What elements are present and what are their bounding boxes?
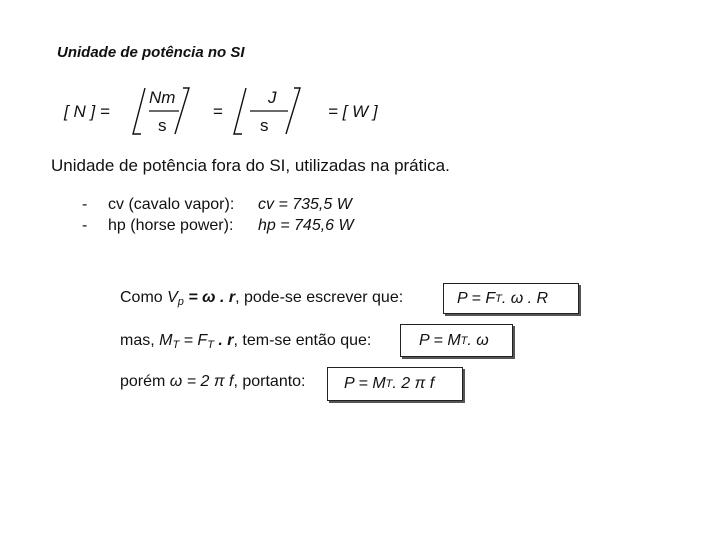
box-expr: . ω (467, 331, 489, 349)
formula-eq1: = (213, 102, 223, 121)
derivation-line-1 (120, 289, 403, 308)
frac1-numerator: Nm (149, 88, 176, 107)
result-box-2 (400, 324, 513, 357)
var-v: V (167, 289, 178, 306)
derivation-expr: . r (213, 332, 234, 349)
derivation-line-2 (120, 332, 371, 351)
box-expr: P = M (419, 331, 461, 349)
box-subscript: T (385, 378, 393, 390)
box-expr: P = F (457, 289, 496, 307)
list-item-name: cv (cavalo vapor): (108, 196, 235, 213)
var-f-subscript: T (207, 339, 214, 351)
derivation-text: , tem-se então que: (233, 332, 372, 349)
list-item-value: hp = 745,6 W (258, 217, 354, 234)
list-item-bullet: - (82, 196, 88, 213)
var-m: M (159, 332, 173, 349)
frac2-denominator: s (260, 116, 269, 135)
derivation-expr: = F (179, 332, 208, 349)
derivation-text: Como (120, 289, 168, 306)
result-box-3 (327, 367, 463, 401)
box-expr: P = M (344, 375, 386, 392)
result-box-1 (443, 283, 579, 314)
formula-lhs: [ N ] = (64, 102, 110, 121)
derivation-expr: ω = 2 π f (169, 373, 234, 390)
formula-rhs: = [ W ] (328, 102, 378, 121)
list-item-name: hp (horse power): (108, 217, 234, 234)
derivation-text: porém (120, 373, 170, 390)
derivation-line-3 (120, 373, 306, 391)
list-item-bullet: - (82, 217, 88, 234)
si-heading: Unidade de potência no SI (57, 44, 245, 61)
derivation-text: , portanto: (233, 373, 306, 390)
list-item-value: cv = 735,5 W (258, 196, 352, 213)
derivation-text: mas, (120, 332, 160, 349)
var-m-subscript: T (172, 339, 180, 351)
frac1-denominator: s (158, 116, 167, 135)
box-expr: . 2 π f (392, 375, 435, 392)
box-expr: . ω . R (501, 289, 549, 307)
derivation-text: , pode-se escrever que: (235, 289, 404, 306)
frac2-numerator: J (268, 88, 277, 107)
non-si-heading: Unidade de potência fora do SI, utilizadas na prática. (51, 156, 450, 175)
box-subscript: T (460, 334, 468, 347)
var-v-subscript: p (177, 296, 184, 308)
derivation-expr: = ω . r (183, 289, 236, 306)
box-subscript: T (495, 292, 502, 305)
